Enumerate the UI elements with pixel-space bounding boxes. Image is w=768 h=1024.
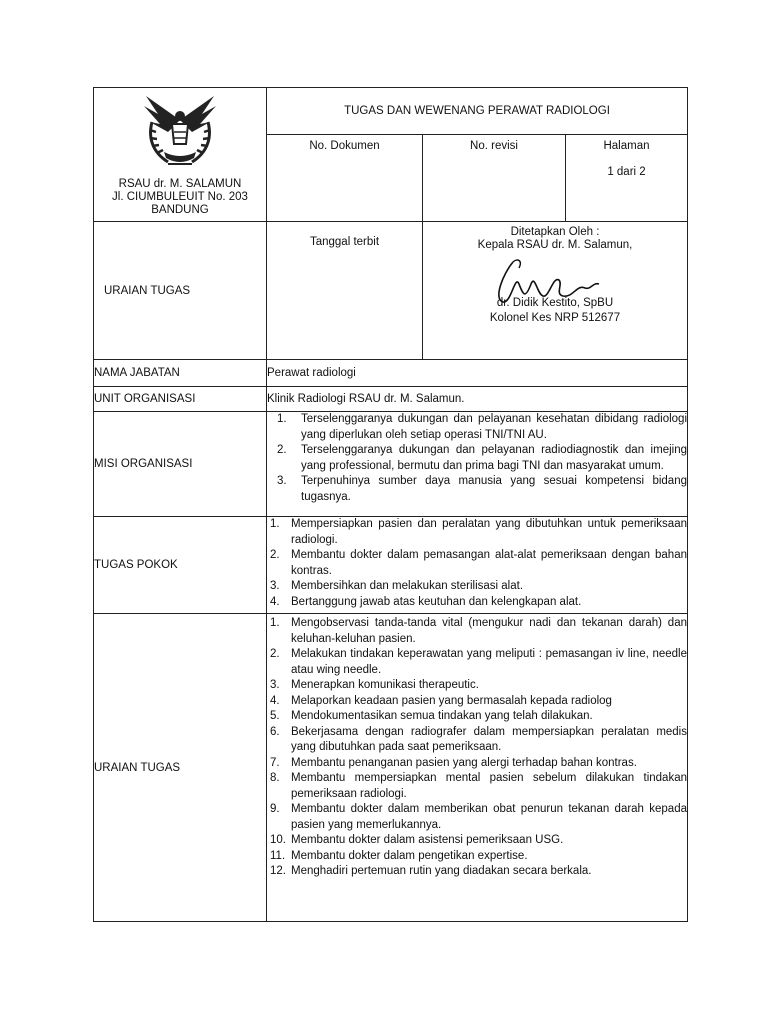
document-page — [93, 87, 687, 922]
uraian-tugas-cell — [267, 614, 688, 922]
uraian-tugas-label: URAIAN TUGAS — [94, 614, 267, 922]
hospital-name: RSAU dr. M. SALAMUN — [118, 178, 242, 190]
no-revisi-cell — [423, 135, 566, 222]
halaman-label: Halaman — [603, 140, 650, 152]
list-item: 4. Melaporkan keadaan pasien yang bermasalah kepada radiolog — [270, 694, 612, 707]
tugas-pokok-list — [267, 517, 687, 610]
halaman-value: 1 dari 2 — [607, 166, 646, 178]
list-item: 3. Terpenuhinya sumber daya manusia yang sesuai kompetensi bidang tugasnya. — [277, 475, 687, 503]
list-item: 9. Membantu dokter dalam memberikan obat penurun tekanan darah kepada pasien yang memerlukannya. — [270, 803, 687, 831]
misi-organisasi-label: MISI ORGANISASI — [94, 412, 267, 517]
nama-jabatan-label: NAMA JABATAN — [94, 360, 267, 387]
ditetapkan-oleh: Ditetapkan Oleh : — [510, 226, 600, 238]
list-item: 4. Bertanggung jawab atas keutuhan dan kelengkapan alat. — [270, 595, 582, 608]
tugas-pokok-label: TUGAS POKOK — [94, 517, 267, 614]
list-item: 1. Mempersiapkan pasien dan peralatan yang dibutuhkan untuk pemeriksaan radiologi. — [270, 518, 687, 546]
uraian-tugas-list — [267, 616, 687, 880]
no-dokumen-cell — [267, 135, 423, 222]
list-item: 8. Membantu mempersiapkan mental pasien sebelum dilakukan tindakan pemeriksaan radiologi. — [270, 772, 687, 800]
list-item: 2. Melakukan tindakan keperawatan yang meliputi : pemasangan iv line, needle atau wing needle. — [270, 648, 687, 676]
kepala-rsau: Kepala RSAU dr. M. Salamun, — [477, 239, 633, 251]
unit-organisasi-label: UNIT ORGANISASI — [94, 387, 267, 412]
signature-cell — [423, 222, 688, 360]
document-title: TUGAS DAN WEWENANG PERAWAT RADIOLOGI — [267, 88, 688, 135]
misi-organisasi-cell — [267, 412, 688, 517]
hospital-street: Jl. CIUMBULEUIT No. 203 — [112, 191, 248, 203]
job-description-table — [93, 87, 688, 922]
list-item: 3. Membersihkan dan melakukan sterilisasi alat. — [270, 580, 524, 592]
nama-jabatan-value: Perawat radiologi — [267, 360, 688, 387]
hospital-city: BANDUNG — [151, 204, 209, 216]
list-item: 5. Mendokumentasikan semua tindakan yang telah dilakukan. — [270, 710, 593, 722]
unit-organisasi-value: Klinik Radiologi RSAU dr. M. Salamun. — [267, 387, 688, 412]
air-force-eagle-emblem-icon — [138, 92, 222, 172]
halaman-cell — [566, 135, 688, 222]
hospital-header-cell — [94, 88, 267, 222]
list-item: 1. Mengobservasi tanda-tanda vital (mengukur nadi dan tekanan darah) dan keluhan-keluhan pasien. — [270, 617, 687, 645]
list-item: 6. Bekerjasama dengan radiografer dalam mempersiapkan peralatan medis yang dibutuhkan pada saat pemeriksaan. — [270, 725, 687, 753]
list-item: 2. Terselenggaranya dukungan dan pelayanan radiodiagnostik dan imejing yang professional, bermutu dan prima bagi TNI dan masyarakat umum. — [277, 444, 687, 472]
no-revisi-label: No. revisi — [470, 140, 518, 152]
signer-rank: Kolonel Kes NRP 512677 — [489, 312, 621, 324]
misi-list — [267, 412, 687, 505]
list-item: 7. Membantu penanganan pasien yang alergi terhadap bahan kontras. — [270, 756, 637, 769]
no-dokumen-label: No. Dokumen — [309, 140, 380, 152]
hospital-address — [94, 178, 266, 217]
tugas-pokok-cell — [267, 517, 688, 614]
signer-name: dr. Didik Kestito, SpBU — [496, 297, 614, 309]
list-item: 2. Membantu dokter dalam pemasangan alat-alat pemeriksaan dengan bahan kontras. — [270, 549, 687, 577]
list-item: 11. Membantu dokter dalam pengetikan expertise. — [270, 849, 528, 862]
tanggal-terbit-label: Tanggal terbit — [267, 222, 423, 360]
list-item: 1. Terselenggaranya dukungan dan pelayanan kesehatan dibidang radiologi yang diperlukan oleh setiap operasi TNI/TNI AU. — [277, 413, 687, 441]
list-item: 3. Menerapkan komunikasi therapeutic. — [270, 679, 479, 691]
list-item: 12. Menghadiri pertemuan rutin yang diadakan secara berkala. — [270, 865, 592, 877]
list-item: 10. Membantu dokter dalam asistensi pemeriksaan USG. — [270, 834, 564, 846]
uraian-tugas-header-label: URAIAN TUGAS — [94, 222, 267, 360]
